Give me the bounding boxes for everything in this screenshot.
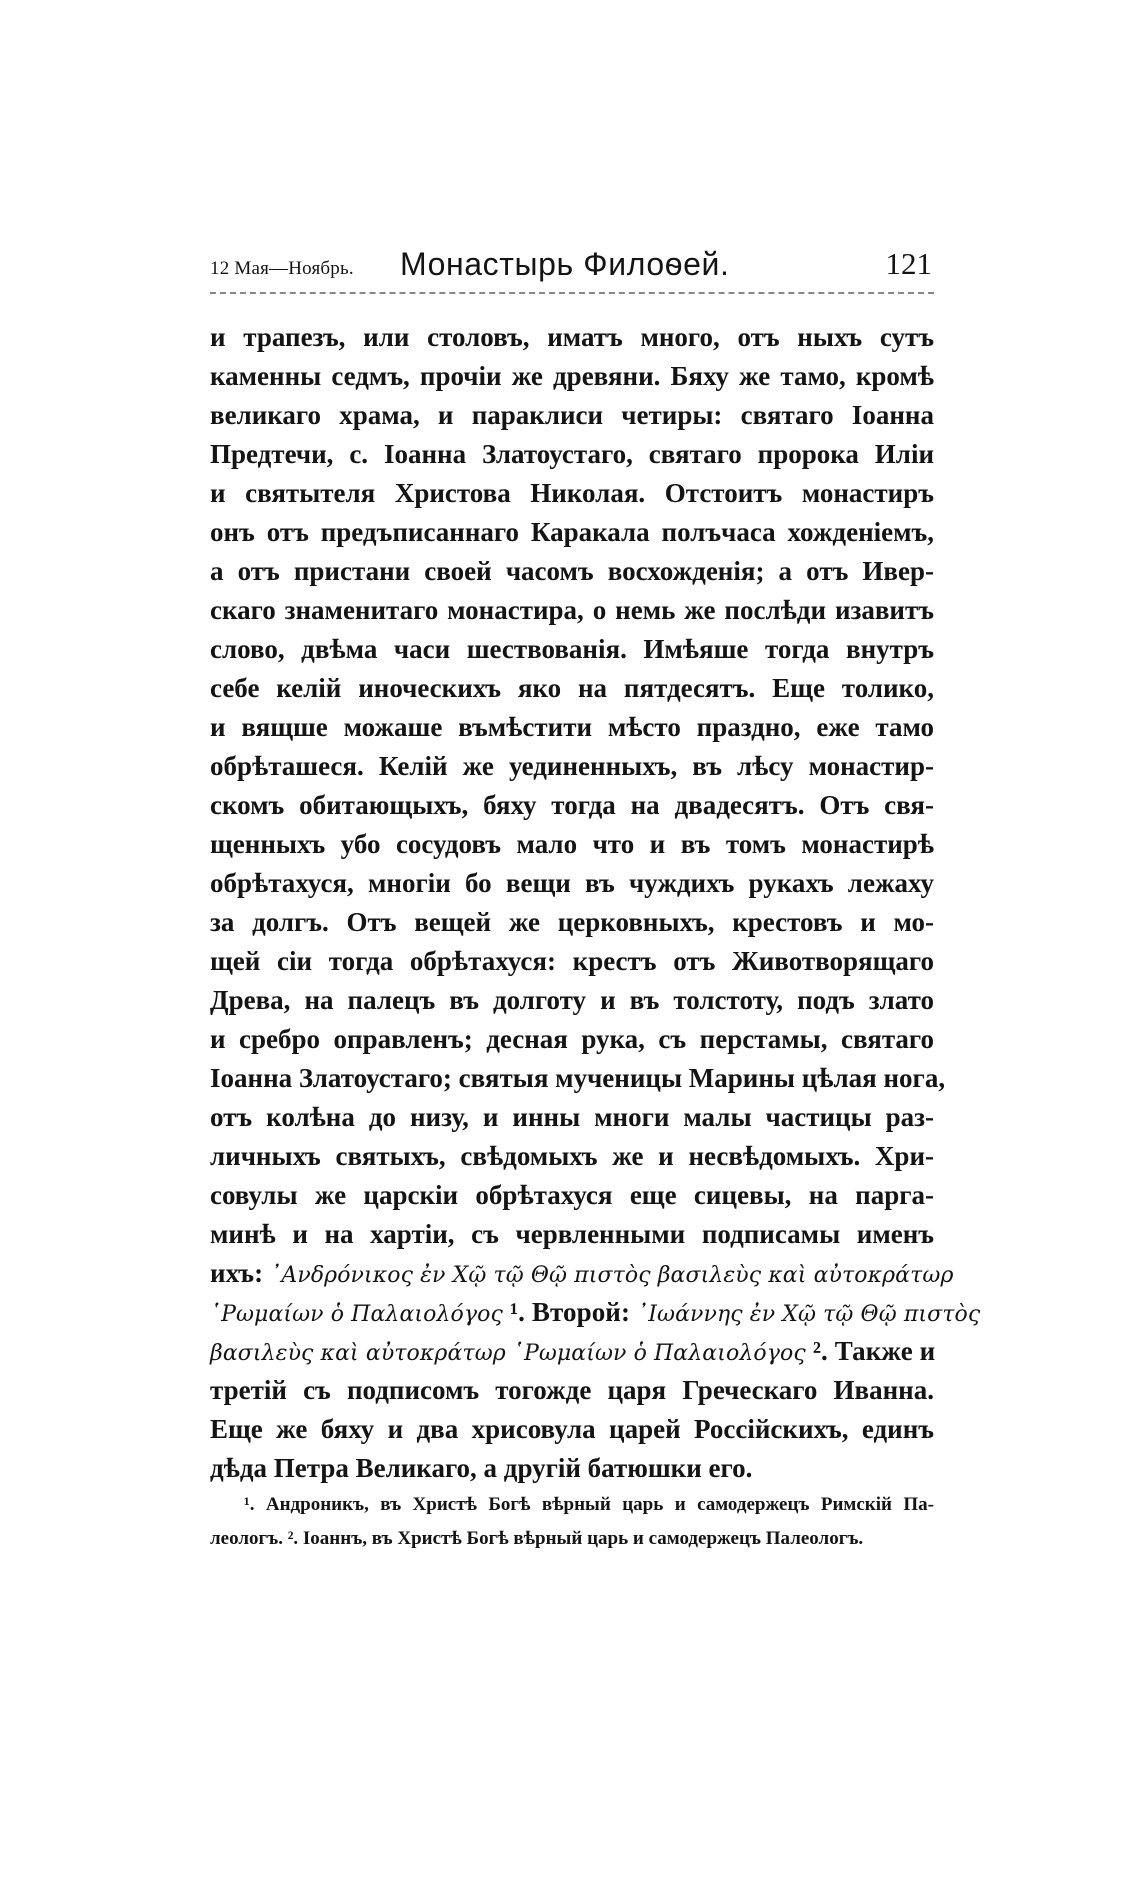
- text-line: щей сiи тогда обрѣтахуся: крестъ отъ Животворящаго: [210, 946, 934, 976]
- text-line: за долгъ. Отъ вещей же церковныхъ, крестовъ и мо-: [210, 907, 934, 937]
- text-line: дѣда Петра Великаго, а другiй батюшки его.: [210, 1453, 753, 1483]
- header-title: Монастырь Филоѳей.: [400, 246, 730, 282]
- text-line: обрѣташеся. Келiй же уединенныхъ, въ лѣсу монастир-: [210, 751, 934, 781]
- running-header: [210, 246, 934, 288]
- text-line: онъ отъ предъписаннаго Каракала полъчаса хожденiемъ,: [210, 517, 934, 547]
- footnotes: [210, 1488, 934, 1556]
- text-line: скомъ обитающыхъ, бяху тогда на двадесятъ. Отъ свя-: [210, 790, 934, 820]
- text-line: личныхъ святыхъ, свѣдомыхъ же и несвѣдомыхъ. Хри-: [210, 1141, 934, 1171]
- text-line: обрѣтахуся, многiи бо вещи въ чуждихъ рукахъ лежаху: [210, 868, 934, 898]
- text-line: великаго храма, и параклиси четиры: святаго Iоанна: [210, 400, 934, 430]
- footnote-mark-text: ². Также и: [812, 1336, 936, 1366]
- greek-text-line: [210, 1332, 934, 1371]
- text-line: и святытеля Христова Николая. Отстоитъ монастиръ: [210, 478, 934, 508]
- text-line: и трапезъ, или столовъ, иматъ много, отъ ныхъ сутъ: [210, 322, 934, 352]
- greek-inscription: βασιλεὺς καὶ αὐτοκράτωρ ῾Ρωμαίων ὁ Παλαιολόγος: [210, 1341, 806, 1366]
- text-line: Предтечи, с. Iоанна Златоустаго, святаго пророка Илiи: [210, 439, 934, 469]
- text-line: слово, двѣма часи шествованiя. Имѣяше тогда внутръ: [210, 634, 934, 664]
- footnote-line: ¹. Андроникъ, въ Христѣ Богѣ вѣрный царь и самодержецъ Римскiй Па-: [244, 1494, 934, 1515]
- greek-inscription: ῾Ρωμαίων ὁ Παλαιολόγος: [210, 1302, 503, 1327]
- text-line: и сребро оправленъ; десная рука, съ перстамы, святаго: [210, 1024, 934, 1054]
- text-line: совулы же царскiи обрѣтахуся еще сицевы, на парга-: [210, 1180, 934, 1210]
- footnote-line: леологъ. ². Iоаннъ, въ Христѣ Богѣ вѣрный царь и самодержецъ Палеологъ.: [210, 1528, 864, 1549]
- text-line: Древа, на палецъ въ долготу и въ толстоту, подъ злато: [210, 985, 934, 1015]
- text-line: себе келiй иноческихъ яко на пятдесятъ. Еще толико,: [210, 673, 934, 703]
- main-text: [210, 318, 981, 1483]
- text-line: щенныхъ убо сосудовъ мало что и въ томъ монастирѣ: [210, 829, 934, 859]
- header-rule: [210, 292, 934, 294]
- text-line: третiй съ подписомъ тогожде царя Греческаго Иванна.: [210, 1375, 934, 1405]
- greek-inscription: ᾿Ιωάννης ἐν Χῷ τῷ Θῷ πιστὸς: [637, 1302, 981, 1327]
- greek-inscription: ᾿Ανδρόνικος ἐν Χῷ τῷ Θῷ πιστὸς βασιλεὺς καὶ αὐτοκράτωρ: [270, 1263, 954, 1288]
- greek-text-line: [210, 1293, 981, 1332]
- text-line: отъ колѣна до низу, и инны многи малы частицы раз-: [210, 1102, 934, 1132]
- greek-text-line: [210, 1254, 954, 1293]
- text-line: Iоанна Златоустаго; святыя мученицы Марины цѣлая нога,: [210, 1063, 946, 1093]
- text-line: минѣ и на хартiи, съ червленными подписамы именъ: [210, 1219, 934, 1249]
- text-line: Еще же бяху и два хрисовула царей Россiйскихъ, единъ: [210, 1414, 934, 1444]
- header-date-range: 12 Мая—Ноябрь.: [210, 258, 354, 279]
- text-line: а отъ пристани своей часомъ восхожденiя; а отъ Ивер-: [210, 556, 934, 586]
- text-line: скаго знаменитаго монастира, о немь же послѣди изавитъ: [210, 595, 934, 625]
- footnote-mark-text: ¹. Второй:: [509, 1297, 631, 1327]
- page-number: 121: [885, 246, 932, 281]
- text-line: каменны седмъ, прочiи же древяни. Бяху же тамо, кромѣ: [210, 361, 934, 391]
- text-line: и вящше можаше въмѣстити мѣсто праздно, еже тамо: [210, 712, 934, 742]
- greek-line-prefix: ихъ:: [210, 1258, 264, 1288]
